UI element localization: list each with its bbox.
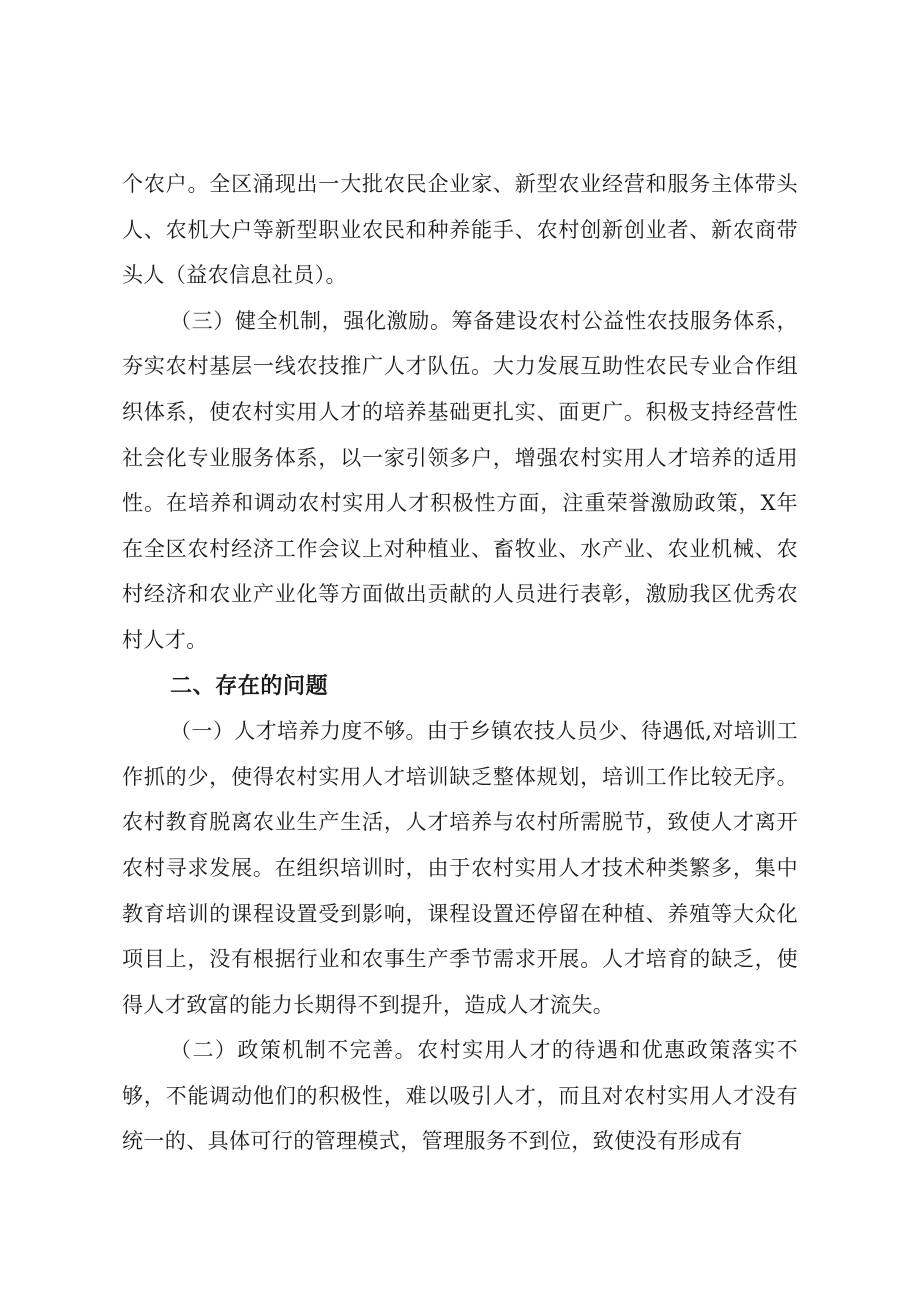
document-body: [122, 162, 798, 1165]
paragraph-problem-2-policy: （二）政策机制不完善。农村实用人才的待遇和优惠政策落实不够，不能调动他们的积极性，难以吸引人才，而且对农村实用人才没有统一的、具体可行的管理模式，管理服务不到位，致使没有形成有: [122, 1038, 798, 1154]
paragraph-continuation: 个农户。全区涌现出一大批农民企业家、新型农业经营和服务主体带头人、农机大户等新型职业农民和种养能手、农村创新创业者、新农商带头人（益农信息社员）。: [122, 172, 798, 288]
section-heading-problems: 二、存在的问题: [170, 673, 329, 699]
paragraph-problem-1-training: （一）人才培养力度不够。由于乡镇农技人员少、待遇低,对培训工作抓的少，使得农村实用人才培训缺乏整体规划，培训工作比较无序。农村教育脱离农业生产生活，人才培养与农村所需脱节，致使人才离开农村寻求发展。在组织培训时，由于农村实用人才技术种类繁多，集中教育培训的课程设置受到影响，课程设置还停留在种植、养殖等大众化项目上，没有根据行业和农事生产季节需求开展。人才培育的缺乏，使得人才致富的能力长期得不到提升，造成人才流失。: [122, 719, 798, 1017]
paragraph-section-3-mechanism: （三）健全机制，强化激励。筹备建设农村公益性农技服务体系，夯实农村基层一线农技推广人才队伍。大力发展互助性农民专业合作组织体系，使农村实用人才的培养基础更扎实、面更广。积极支持经营性社会化专业服务体系，以一家引领多户，增强农村实用人才培养的适用性。在培养和调动农村实用人才积极性方面，注重荣誉激励政策，X年在全区农村经济工作会议上对种植业、畜牧业、水产业、农业机械、农村经济和农业产业化等方面做出贡献的人员进行表彰，激励我区优秀农村人才。: [122, 308, 798, 652]
